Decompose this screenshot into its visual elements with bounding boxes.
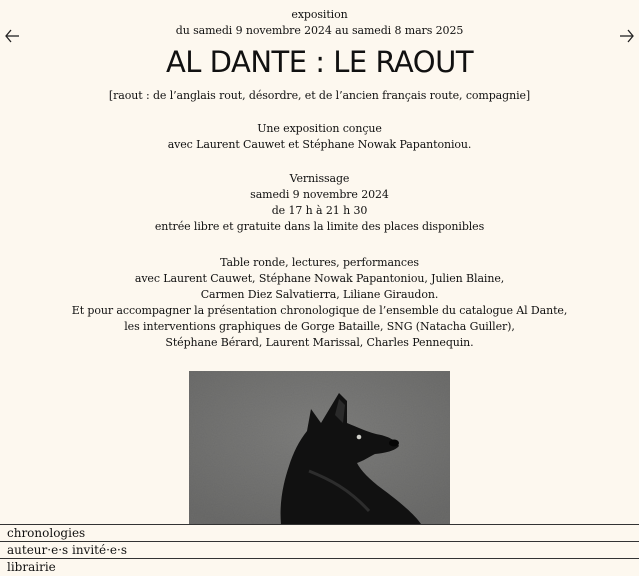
program-heading: Table ronde, lectures, performances (220, 256, 419, 269)
exhibition-dates: du samedi 9 novembre 2024 au samedi 8 mars 2025 (175, 24, 464, 37)
program-line: les interventions graphiques de Gorge Bataille, SNG (Natacha Guiller), (124, 320, 515, 333)
vernissage-date: samedi 9 novembre 2024 (250, 188, 389, 201)
nav-invited-authors[interactable]: auteur·e·s invité·e·s (0, 541, 639, 558)
concept-line: Une exposition conçue (257, 122, 382, 135)
vernissage-block (0, 171, 639, 235)
program-line: Et pour accompagner la présentation chronologique de l’ensemble du catalogue Al Dante, (71, 304, 568, 317)
title-definition: [raout : de l’anglais rout, désordre, et de l’ancien français route, compagnie] (108, 89, 531, 102)
program-line: Carmen Diez Salvatierra, Liliane Giraudon. (200, 288, 439, 301)
concept-block (0, 121, 639, 153)
bottom-nav (0, 524, 639, 575)
vernissage-access: entrée libre et gratuite dans la limite des places disponibles (154, 220, 485, 233)
vernissage-heading: Vernissage (289, 172, 350, 185)
concept-line: avec Laurent Cauwet et Stéphane Nowak Papantoniou. (167, 138, 472, 151)
nav-chronologies[interactable]: chronologies (0, 524, 639, 541)
program-block (0, 255, 639, 351)
dog-photo (189, 371, 450, 524)
vernissage-time: de 17 h à 21 h 30 (271, 204, 368, 217)
exhibition-kicker: exposition (291, 8, 348, 21)
nav-bookshop[interactable]: librairie (0, 558, 639, 575)
program-line: Stéphane Bérard, Laurent Marissal, Charles Pennequin. (165, 336, 474, 349)
page-title: AL DANTE : LE RAOUT (165, 45, 474, 79)
program-line: avec Laurent Cauwet, Stéphane Nowak Papantoniou, Julien Blaine, (134, 272, 505, 285)
